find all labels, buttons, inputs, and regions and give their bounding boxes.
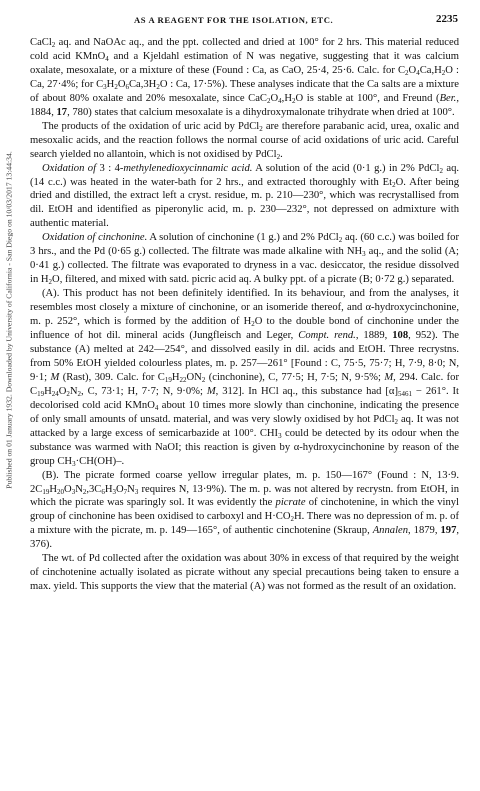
- publication-note-text: Published on 01 January 1932. Downloaded by University of California - San Diego on 10/03/2017 13:44:34.: [4, 151, 14, 489]
- paragraph-4: Oxidation of cinchonine. A solution of cinchonine (1 g.) and 2% PdCl$_2$ aq. (60 c.c.) was boiled for 3 hrs., and the Pd (0·65 g.) collected. The filtrate was made alkaline with $NH_3$ aq., and the solid (A; 0·41 g.) collected. The filtrate was evaporated to dryness in a vac. desiccator, the residue dissolved in $H_2O$, filtered, and mixed with satd. picric acid aq. A bulky ppt. of a picrate (B; 0·72 g.) separated.: [30, 232, 459, 287]
- paragraph-6: (B). The picrate formed coarse yellow irregular plates, m. p. 150—167° (Found : N, 13·9. $2C_{19}H_{20}O_3N_2,3C_6H_3O_7N_3$ requires N, 13·9%). The m. p. was not altered by recrystn. from EtOH, in which the picrate was sparingly sol. It was evidently the picrate of cinchotenine, in which the vinyl group of cinchonine has been oxidised to carboxyl and $H\cdot CO_2H$. There was no depression of m. p. of a mixture with the picrate, m. p. 149—165°, of authentic cinchotenine (Skraup, Annalen, 1879, 197, 376).: [30, 469, 460, 551]
- paragraph-1: CaCl$_2$ aq. and NaOAc aq., and the ppt. collected and dried at 100° for 2 hrs. This material reduced cold acid KMnO$_4$ and a Kjeldahl estimation of N was negative, suggesting that it was calcium oxalate, mesoxalate, or a mixture of these (Found : Ca, as CaO, 25·4, 25·6. Calc. for $C_2O_4Ca,H_2O$ : Ca, 27·4%; for $C_3H_2O_6Ca,3H_2O$ : Ca, 17·5%). These analyses indicate that the Ca salts are a mixture of about 80% oxalate and 20% mesoxalate, since $CaC_2O_4,H_2O$ is stable at 100°, and Freund (Ber., 1884, 17, 780) states that calcium mesoxalate is a dihydroxymalonate trihydrate when dried at 100°.: [30, 37, 459, 118]
- page-header: [26, 15, 464, 29]
- paragraph-5: (A). This product has not been definitely identified. In its behaviour, and from the analyses, it resembles most closely a mixture of cinchonine, or an isomeride thereof, and α-hydroxycinchonine, m. p. 252°, which is formed by the addition of $H_2O$ to the double bond of cinchonine under the influence of hot dil. mineral acids (Jungfleisch and Leger, Compt. rend., 1889, 108, 952). The substance (A) melted at 242—254°, and dissolved easily in dil. acids and EtOH. Three recrystns. from 50% EtOH yielded colourless plates, m. p. 257—261° [Found : C, 75·5, 75·7; H, 7·9, 8·0; N, 9·1; M (Rast), 309. Calc. for $C_{19}H_{22}ON_2$ (cinchonine), C, 77·5; H, 7·5; N, 9·5%; M, 294. Calc. for $C_{19}H_{24}O_2N_2$, C, 73·1; H, 7·7; N, 9·0%; M, 312]. In HCl aq., this substance had $[\alpha]_{5461} - 261^\circ$. It decolorised cold acid KMnO$_4$ about 10 times more slowly than cinchonine, indicating the presence of only small amounts of unsatd. material, and was very slowly oxidised by hot PdCl$_2$ aq. It was not attacked by a large excess of semicarbazide at 100°. $CHI_3$ could be detected by its odour when the substance was warmed with NaOI; this reaction is given by α-hydroxycinchonine by reason of the group $CH_3\cdot CH(OH)-$.: [30, 288, 460, 468]
- paragraph-3: Oxidation of 3 : 4-methylenedioxycinnamic acid. A solution of the acid (0·1 g.) in 2% PdCl$_2$ aq. (14 c.c.) was heated in the water-bath for 2 hrs., and extracted thoroughly with $Et_2O$. After being dried and distilled, the extract left a cryst. residue, m. p. 210—230°, which was recrystallised from dil. EtOH and identified as piperonylic acid, m. p. 230—232°, not depressed on admixture with authentic material.: [30, 162, 460, 230]
- running-title: AS A REAGENT FOR THE ISOLATION, ETC.: [134, 15, 334, 25]
- article-body: [30, 36, 459, 594]
- paragraph-2: The products of the oxidation of uric acid by PdCl$_2$ are therefore parabanic acid, urea, oxalic and mesoxalic acids, and the reaction follows the normal course of acid oxidations of uric acid. Careful search yielded no allantoin, which is not oxidised by PdCl$_2$.: [30, 120, 460, 161]
- page-number: 2235: [436, 13, 458, 25]
- paragraph-7: The wt. of Pd collected after the oxidation was about 30% in excess of that required by the weight of cinchotenine actually isolated as picrate without any special precautions being taken to ensure a max. yield. This supports the view that the material (A) was not formed as the result of an oxidation.: [30, 553, 459, 593]
- publication-note: [3, 40, 15, 600]
